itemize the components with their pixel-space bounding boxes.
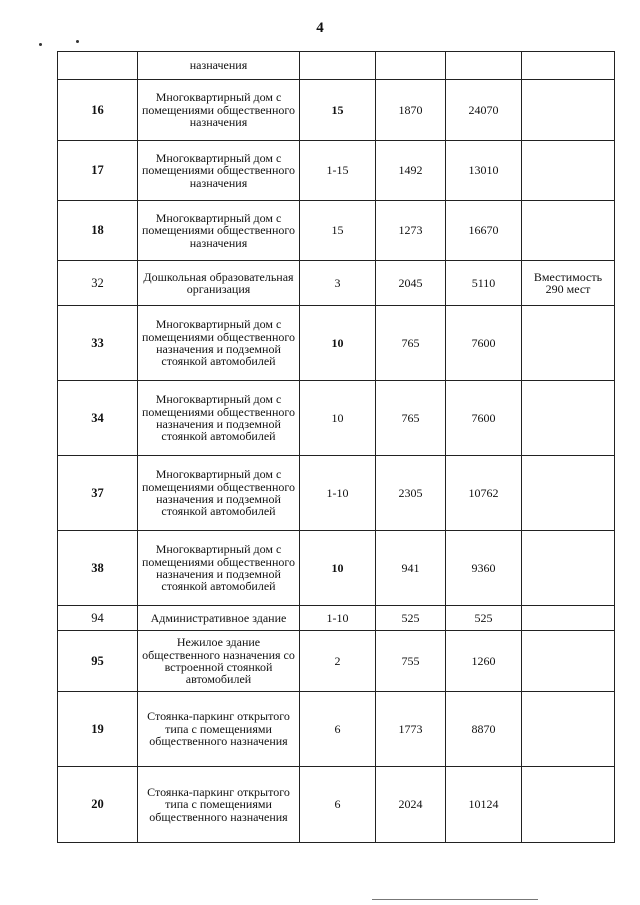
cell-description: Стоянка-паркинг открытого типа с помещениями общественного назначения bbox=[138, 767, 300, 843]
cell-note bbox=[522, 631, 615, 692]
cell-floors: 1-15 bbox=[300, 141, 376, 201]
cell-value-a: 755 bbox=[376, 631, 446, 692]
cell-value-a: 2305 bbox=[376, 456, 446, 531]
cell-value-a: 1492 bbox=[376, 141, 446, 201]
table-row bbox=[58, 201, 615, 261]
cell-value-a: 2045 bbox=[376, 261, 446, 306]
cell-value-b: 8870 bbox=[446, 692, 522, 767]
cell-note bbox=[522, 381, 615, 456]
table-row bbox=[58, 531, 615, 606]
cell-floors bbox=[300, 52, 376, 80]
cell-value-a: 2024 bbox=[376, 767, 446, 843]
table-row bbox=[58, 141, 615, 201]
cell-description: Дошкольная образовательная организация bbox=[138, 261, 300, 306]
cell-number: 32 bbox=[58, 261, 138, 306]
cell-number: 33 bbox=[58, 306, 138, 381]
table-row bbox=[58, 456, 615, 531]
cell-value-a: 525 bbox=[376, 606, 446, 631]
cell-note bbox=[522, 531, 615, 606]
table-row bbox=[58, 52, 615, 80]
cell-number: 38 bbox=[58, 531, 138, 606]
cell-value-b: 10762 bbox=[446, 456, 522, 531]
table-row bbox=[58, 692, 615, 767]
cell-note bbox=[522, 52, 615, 80]
cell-description: Многоквартирный дом с помещениями общественного назначения и подземной стоянкой автомобилей bbox=[138, 381, 300, 456]
cell-description: Многоквартирный дом с помещениями общественного назначения bbox=[138, 80, 300, 141]
scan-speck bbox=[39, 43, 42, 46]
cell-floors: 10 bbox=[300, 531, 376, 606]
cell-value-b: 10124 bbox=[446, 767, 522, 843]
table-row bbox=[58, 381, 615, 456]
cell-number: 95 bbox=[58, 631, 138, 692]
cell-description: Многоквартирный дом с помещениями общественного назначения bbox=[138, 201, 300, 261]
cell-value-a: 765 bbox=[376, 381, 446, 456]
cell-floors: 6 bbox=[300, 692, 376, 767]
cell-value-a: 1273 bbox=[376, 201, 446, 261]
cell-number: 18 bbox=[58, 201, 138, 261]
cell-floors: 15 bbox=[300, 80, 376, 141]
cell-note: Вместимость 290 мест bbox=[522, 261, 615, 306]
cell-description: Стоянка-паркинг открытого типа с помещениями общественного назначения bbox=[138, 692, 300, 767]
cell-note bbox=[522, 141, 615, 201]
cell-value-b: 24070 bbox=[446, 80, 522, 141]
cell-number: 37 bbox=[58, 456, 138, 531]
cell-value-b: 5110 bbox=[446, 261, 522, 306]
table-row bbox=[58, 80, 615, 141]
objects-table bbox=[57, 51, 615, 843]
cell-note bbox=[522, 80, 615, 141]
cell-floors: 15 bbox=[300, 201, 376, 261]
cell-floors: 2 bbox=[300, 631, 376, 692]
cell-value-b: 7600 bbox=[446, 306, 522, 381]
cell-value-b: 13010 bbox=[446, 141, 522, 201]
scan-speck bbox=[76, 40, 79, 43]
cell-description: Многоквартирный дом с помещениями общественного назначения bbox=[138, 141, 300, 201]
page-number: 4 bbox=[316, 20, 324, 36]
table-row bbox=[58, 306, 615, 381]
scan-edge-line bbox=[372, 899, 538, 900]
cell-number: 19 bbox=[58, 692, 138, 767]
table-row bbox=[58, 606, 615, 631]
cell-floors: 1-10 bbox=[300, 456, 376, 531]
cell-number: 34 bbox=[58, 381, 138, 456]
cell-value-a: 765 bbox=[376, 306, 446, 381]
cell-note bbox=[522, 606, 615, 631]
table-row bbox=[58, 631, 615, 692]
cell-value-a: 1773 bbox=[376, 692, 446, 767]
cell-number: 16 bbox=[58, 80, 138, 141]
table-row bbox=[58, 767, 615, 843]
cell-value-b: 1260 bbox=[446, 631, 522, 692]
cell-value-b: 9360 bbox=[446, 531, 522, 606]
cell-value-a: 941 bbox=[376, 531, 446, 606]
cell-description: Многоквартирный дом с помещениями общественного назначения и подземной стоянкой автомобилей bbox=[138, 531, 300, 606]
cell-description: Нежилое здание общественного назначения со встроенной стоянкой автомобилей bbox=[138, 631, 300, 692]
cell-value-b bbox=[446, 52, 522, 80]
cell-number bbox=[58, 52, 138, 80]
cell-description: Многоквартирный дом с помещениями общественного назначения и подземной стоянкой автомобилей bbox=[138, 456, 300, 531]
cell-note bbox=[522, 456, 615, 531]
cell-floors: 10 bbox=[300, 381, 376, 456]
cell-description: назначения bbox=[138, 52, 300, 80]
cell-value-a: 1870 bbox=[376, 80, 446, 141]
cell-note bbox=[522, 201, 615, 261]
cell-note bbox=[522, 692, 615, 767]
cell-description: Административное здание bbox=[138, 606, 300, 631]
cell-floors: 1-10 bbox=[300, 606, 376, 631]
cell-note bbox=[522, 306, 615, 381]
cell-value-b: 525 bbox=[446, 606, 522, 631]
cell-number: 94 bbox=[58, 606, 138, 631]
cell-value-b: 7600 bbox=[446, 381, 522, 456]
cell-description: Многоквартирный дом с помещениями общественного назначения и подземной стоянкой автомобилей bbox=[138, 306, 300, 381]
cell-note bbox=[522, 767, 615, 843]
cell-number: 17 bbox=[58, 141, 138, 201]
cell-value-a bbox=[376, 52, 446, 80]
cell-value-b: 16670 bbox=[446, 201, 522, 261]
cell-floors: 6 bbox=[300, 767, 376, 843]
cell-floors: 10 bbox=[300, 306, 376, 381]
table-row bbox=[58, 261, 615, 306]
cell-number: 20 bbox=[58, 767, 138, 843]
cell-floors: 3 bbox=[300, 261, 376, 306]
